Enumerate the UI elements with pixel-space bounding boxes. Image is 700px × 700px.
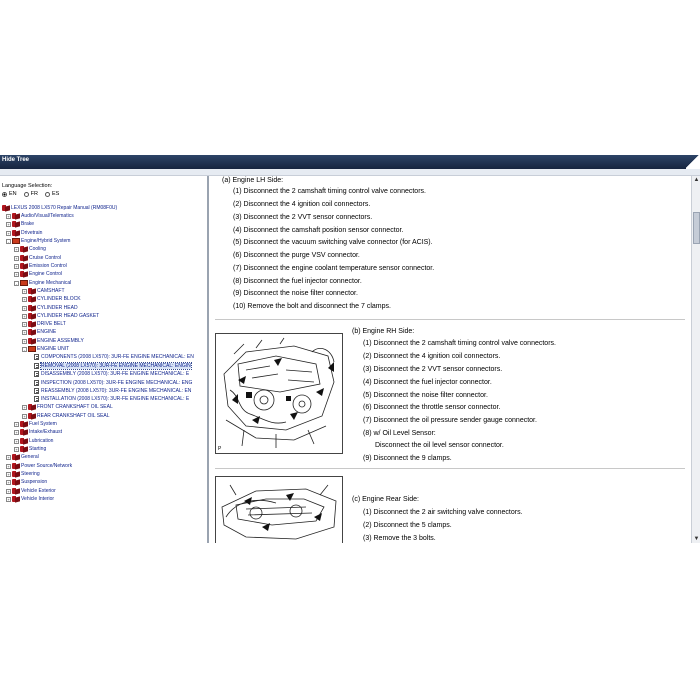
radio-empty-icon bbox=[24, 192, 29, 197]
tree-node-label: Intake/Exhaust bbox=[29, 429, 63, 435]
tree-node[interactable] bbox=[22, 295, 81, 303]
tree-node-label: Fuel System bbox=[29, 421, 57, 427]
book-icon bbox=[12, 496, 20, 502]
book-icon bbox=[20, 246, 28, 252]
tree-node[interactable] bbox=[6, 237, 70, 245]
step-text: (2) Disconnect the 5 clamps. bbox=[363, 522, 452, 529]
language-radio-es[interactable]: ES bbox=[45, 191, 59, 197]
document-icon bbox=[34, 396, 39, 402]
tree-node[interactable] bbox=[22, 337, 84, 345]
tree-node[interactable] bbox=[34, 353, 194, 361]
collapse-icon[interactable]: - bbox=[7, 238, 10, 244]
tree-node[interactable] bbox=[22, 304, 78, 312]
book-icon bbox=[28, 313, 36, 319]
section-divider bbox=[215, 468, 685, 469]
tree-node[interactable] bbox=[14, 437, 53, 445]
book-icon bbox=[28, 329, 36, 335]
document-icon bbox=[34, 380, 39, 386]
step-text: (2) Disconnect the 4 ignition coil connectors. bbox=[233, 201, 371, 208]
expand-icon[interactable]: + bbox=[7, 488, 10, 494]
expand-icon[interactable]: + bbox=[7, 454, 10, 460]
tree-node[interactable] bbox=[22, 312, 99, 320]
book-icon bbox=[28, 404, 36, 410]
tree-node[interactable] bbox=[34, 362, 191, 370]
tree-node[interactable] bbox=[34, 379, 192, 387]
language-radio-en[interactable]: EN bbox=[2, 191, 17, 197]
tree-node-label: Vehicle Interior bbox=[21, 496, 55, 502]
tree-node[interactable] bbox=[14, 420, 57, 428]
content-scrollbar[interactable] bbox=[691, 176, 700, 543]
tree-node-label: CYLINDER HEAD GASKET bbox=[37, 313, 100, 319]
tree-node-label: DISASSEMBLY (2008 LX570): 3UR-FE ENGINE MECHANICAL: E bbox=[41, 371, 190, 377]
expand-icon[interactable]: + bbox=[15, 429, 18, 435]
tree-node-label: CYLINDER HEAD bbox=[37, 305, 78, 311]
document-icon bbox=[34, 354, 39, 360]
tree-node[interactable] bbox=[14, 245, 46, 253]
step-text: (4) Disconnect the fuel injector connector. bbox=[363, 379, 492, 386]
step-text: (1) Disconnect the 2 camshaft timing control valve connectors. bbox=[363, 340, 556, 347]
expand-icon[interactable]: + bbox=[15, 438, 18, 444]
scroll-down-icon[interactable]: ▼ bbox=[693, 536, 700, 542]
expand-icon[interactable]: + bbox=[23, 413, 26, 419]
tree-node[interactable] bbox=[14, 445, 46, 453]
step-text: (5) Disconnect the vacuum switching valve connector (for ACIS). bbox=[233, 239, 433, 246]
tree-node[interactable] bbox=[6, 462, 72, 470]
tree-node-label: Drivetrain bbox=[21, 230, 43, 236]
step-text: (1) Disconnect the 2 camshaft timing control valve connectors. bbox=[233, 188, 426, 195]
step-text: (3) Disconnect the 2 VVT sensor connectors. bbox=[363, 366, 503, 373]
content-pane bbox=[209, 176, 691, 543]
collapse-icon[interactable]: - bbox=[23, 346, 26, 352]
step-text: (6) Disconnect the throttle sensor connector. bbox=[363, 404, 501, 411]
expand-icon[interactable]: + bbox=[15, 263, 18, 269]
open-book-icon bbox=[28, 346, 36, 352]
tree-node-label: Cooling bbox=[29, 246, 46, 252]
section-c-title: (c) Engine Rear Side: bbox=[352, 496, 419, 503]
collapse-icon[interactable]: - bbox=[15, 280, 18, 286]
tree-node-label: REMOVAL (2008 LX570): 3UR-FE ENGINE MECHANICAL: ENGIN bbox=[41, 363, 191, 369]
radio-empty-icon bbox=[45, 192, 50, 197]
step-text: (7) Disconnect the oil pressure sender gauge connector. bbox=[363, 417, 537, 424]
tree-node-label: REAR CRANKSHAFT OIL SEAL bbox=[37, 413, 110, 419]
document-icon bbox=[34, 388, 39, 394]
expand-icon[interactable]: + bbox=[15, 246, 18, 252]
scroll-up-icon[interactable]: ▲ bbox=[693, 177, 700, 183]
tree-node[interactable] bbox=[14, 262, 67, 270]
book-icon bbox=[28, 338, 36, 344]
language-selection-label: Language Selection: bbox=[2, 183, 53, 189]
tree-node-label: ENGINE UNIT bbox=[37, 346, 70, 352]
book-icon bbox=[12, 213, 20, 219]
step-text: (9) Disconnect the noise filter connector. bbox=[233, 290, 358, 297]
tree-node-label: INSTALLATION (2008 LX570): 3UR-FE ENGINE MECHANICAL: E bbox=[41, 396, 190, 402]
book-icon bbox=[12, 221, 20, 227]
tree-node-label: Emission Control bbox=[29, 263, 67, 269]
tree-node[interactable] bbox=[22, 403, 113, 411]
tree-node[interactable] bbox=[6, 470, 40, 478]
book-icon bbox=[28, 305, 36, 311]
step-text: (1) Disconnect the 2 air switching valve connectors. bbox=[363, 509, 523, 516]
tree-node-label: Cruise Control bbox=[29, 255, 61, 261]
tree-node-label: Suspension bbox=[21, 479, 48, 485]
tree-node-label: ENGINE bbox=[37, 329, 57, 335]
engine-diagram-graphic bbox=[216, 334, 342, 453]
tree-node-label: ENGINE ASSEMBLY bbox=[37, 338, 84, 344]
tree-node[interactable] bbox=[34, 395, 189, 403]
tree-node-label: Lubrication bbox=[29, 438, 54, 444]
book-icon bbox=[28, 288, 36, 294]
step-text: (8) Disconnect the fuel injector connector. bbox=[233, 278, 362, 285]
tree-node-label: Vehicle Exterior bbox=[21, 488, 56, 494]
expand-icon[interactable]: + bbox=[7, 471, 10, 477]
book-icon bbox=[2, 205, 10, 211]
document-icon bbox=[34, 363, 39, 369]
open-book-icon bbox=[20, 280, 28, 286]
tree-node-label: COMPONENTS (2008 LX570): 3UR-FE ENGINE MECHANICAL: EN bbox=[41, 354, 194, 360]
radio-selected-icon bbox=[2, 192, 7, 197]
tree-node-label: Audio/Visual/Telematics bbox=[21, 213, 74, 219]
tree-node-label: Engine/Hybrid System bbox=[21, 238, 71, 244]
tree-node[interactable] bbox=[22, 328, 56, 336]
tree-node[interactable] bbox=[14, 428, 62, 436]
tree-node-label: Engine Mechanical bbox=[29, 280, 72, 286]
tree-node[interactable] bbox=[22, 345, 69, 353]
step-text: (4) Disconnect the camshaft position sensor connector. bbox=[233, 227, 404, 234]
book-icon bbox=[20, 255, 28, 261]
step-text: (3) Remove the 3 bolts. bbox=[363, 535, 436, 542]
step-text: (7) Disconnect the engine coolant temperature sensor connector. bbox=[233, 265, 435, 272]
tree-node[interactable] bbox=[14, 279, 71, 287]
book-icon bbox=[12, 479, 20, 485]
tree-node-label: LEXUS 2008 LX570 Repair Manual (RM08F0U) bbox=[11, 205, 118, 211]
tree-node[interactable] bbox=[6, 453, 39, 461]
tree-node[interactable] bbox=[6, 487, 56, 495]
expand-icon[interactable]: + bbox=[23, 305, 26, 311]
tree-node-label: FRONT CRANKSHAFT OIL SEAL bbox=[37, 404, 113, 410]
title-bar bbox=[0, 155, 700, 169]
step-text: (5) Disconnect the noise filter connector. bbox=[363, 392, 488, 399]
section-a-title: (a) Engine LH Side: bbox=[222, 177, 284, 184]
expand-icon[interactable]: + bbox=[15, 446, 18, 452]
tree-node[interactable] bbox=[6, 478, 47, 486]
tree-node-label: REASSEMBLY (2008 LX570): 3UR-FE ENGINE MECHANICAL: EN bbox=[41, 388, 192, 394]
expand-icon[interactable]: + bbox=[15, 271, 18, 277]
tree-node-label: INSPECTION (2008 LX570): 3UR-FE ENGINE MECHANICAL: ENG bbox=[41, 380, 193, 386]
expand-icon[interactable]: + bbox=[7, 479, 10, 485]
tree-node-label: DRIVE BELT bbox=[37, 321, 66, 327]
tree-node[interactable] bbox=[6, 220, 34, 228]
tree-node[interactable] bbox=[22, 287, 65, 295]
repair-manual-window bbox=[0, 155, 700, 543]
tree-node[interactable] bbox=[6, 212, 74, 220]
tree-node[interactable] bbox=[22, 412, 110, 420]
tree-node[interactable] bbox=[34, 370, 189, 378]
book-icon bbox=[12, 454, 20, 460]
engine-rear-diagram-graphic bbox=[216, 477, 342, 543]
expand-icon[interactable]: + bbox=[7, 496, 10, 502]
expand-icon[interactable]: + bbox=[23, 288, 26, 294]
tree-node[interactable] bbox=[14, 270, 62, 278]
tree-node-label: Power Source/Network bbox=[21, 463, 73, 469]
step-text: (2) Disconnect the 4 ignition coil connectors. bbox=[363, 353, 501, 360]
step-text: (8) w/ Oil Level Sensor: bbox=[363, 430, 436, 437]
tree-node[interactable] bbox=[2, 204, 117, 212]
section-b-title: (b) Engine RH Side: bbox=[352, 328, 415, 335]
figure-label: P bbox=[218, 446, 222, 452]
book-icon bbox=[12, 463, 20, 469]
expand-icon[interactable]: + bbox=[23, 313, 26, 319]
engine-rh-figure bbox=[215, 333, 343, 454]
book-icon bbox=[28, 296, 36, 302]
tree-node-label: Brake bbox=[21, 221, 35, 227]
book-icon bbox=[20, 438, 28, 444]
book-icon bbox=[20, 421, 28, 427]
expand-icon[interactable]: + bbox=[7, 463, 10, 469]
book-icon bbox=[28, 321, 36, 327]
expand-icon[interactable]: + bbox=[15, 255, 18, 261]
expand-icon[interactable]: + bbox=[7, 221, 10, 227]
book-icon bbox=[12, 488, 20, 494]
step-text: (6) Disconnect the purge VSV connector. bbox=[233, 252, 360, 259]
tree-node-label: Engine Control bbox=[29, 271, 63, 277]
book-icon bbox=[20, 263, 28, 269]
language-radio-fr[interactable]: FR bbox=[24, 191, 38, 197]
toolbar-strip bbox=[0, 169, 700, 176]
expand-icon[interactable]: + bbox=[7, 230, 10, 236]
book-icon bbox=[28, 413, 36, 419]
book-icon bbox=[20, 429, 28, 435]
navigation-tree-pane bbox=[0, 176, 207, 543]
expand-icon[interactable]: + bbox=[23, 338, 26, 344]
step-text: (10) Remove the bolt and disconnect the 7 clamps. bbox=[233, 303, 391, 310]
expand-icon[interactable]: + bbox=[15, 421, 18, 427]
tree-node[interactable] bbox=[6, 495, 54, 503]
language-radio-group bbox=[2, 191, 59, 197]
corner-notch bbox=[686, 155, 700, 169]
expand-icon[interactable]: + bbox=[7, 213, 10, 219]
expand-icon[interactable]: + bbox=[23, 404, 26, 410]
expand-icon[interactable]: + bbox=[23, 329, 26, 335]
step-text: (3) Disconnect the 2 VVT sensor connectors. bbox=[233, 214, 373, 221]
book-icon bbox=[20, 271, 28, 277]
tree-node-label: Steering bbox=[21, 471, 40, 477]
step-text: (9) Disconnect the 9 clamps. bbox=[363, 455, 452, 462]
tree-node[interactable] bbox=[22, 320, 66, 328]
book-icon bbox=[12, 471, 20, 477]
tree-node[interactable] bbox=[6, 229, 42, 237]
scrollbar-thumb[interactable] bbox=[693, 212, 700, 244]
tree-node-label: General bbox=[21, 454, 39, 460]
tree-node[interactable] bbox=[14, 254, 61, 262]
hide-tree-button[interactable]: Hide Tree bbox=[2, 157, 30, 163]
step-text: Disconnect the oil level sensor connector. bbox=[375, 442, 504, 449]
book-icon bbox=[20, 446, 28, 452]
document-icon bbox=[34, 371, 39, 377]
open-book-icon bbox=[12, 238, 20, 244]
tree-node-label: CAMSHAFT bbox=[37, 288, 65, 294]
engine-rear-figure bbox=[215, 476, 343, 543]
expand-icon[interactable]: + bbox=[23, 296, 26, 302]
tree-node-label: Starting bbox=[29, 446, 47, 452]
book-icon bbox=[12, 230, 20, 236]
expand-icon[interactable]: + bbox=[23, 321, 26, 327]
section-divider bbox=[215, 319, 685, 320]
tree-node-label: CYLINDER BLOCK bbox=[37, 296, 81, 302]
tree-node[interactable] bbox=[34, 387, 191, 395]
